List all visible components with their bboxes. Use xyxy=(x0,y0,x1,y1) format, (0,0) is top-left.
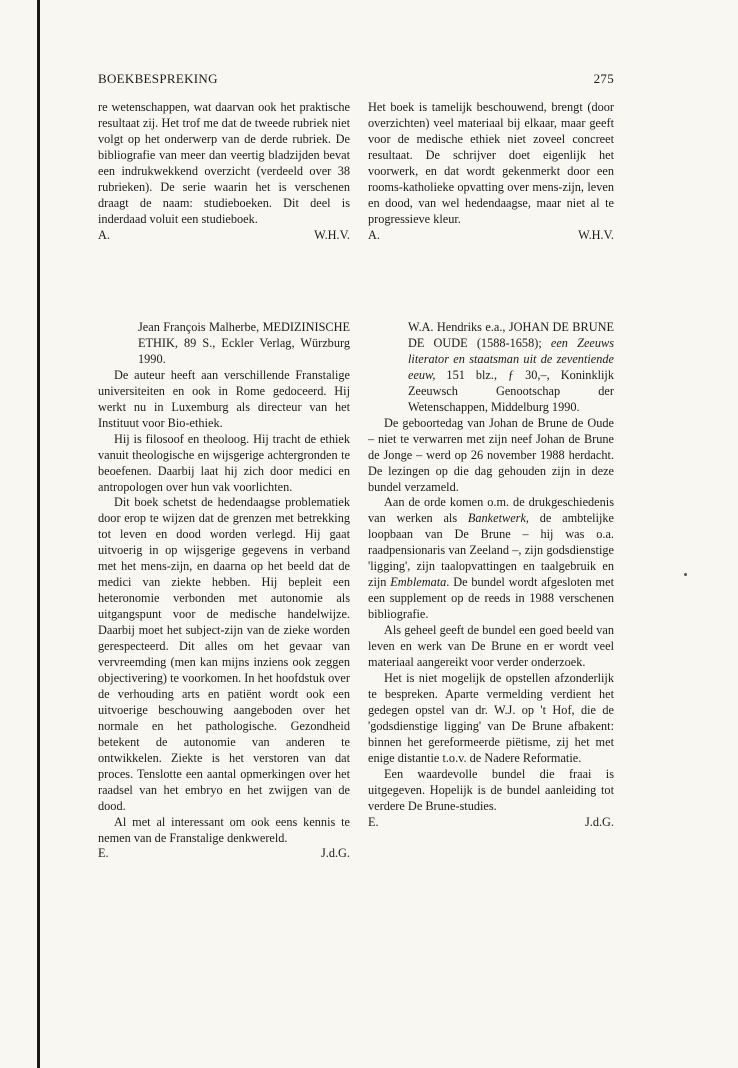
review-de-brune-paragraph-4: Het is niet mogelijk de opstellen afzonderlijk te bespreken. Aparte vermelding verdient het gedegen opstel van dr. W.J. op 't Hof, die de 'godsdienstige ligging' van De Brune afbakent: binnen het gereformeerde piëtisme, zij het met enige distantie t.o.v. de Nadere Reformatie. xyxy=(368,670,614,765)
review-de-brune-paragraph-1: De geboortedag van Johan de Brune de Oude – niet te verwarren met zijn neef Johan de Brune de Jonge – werd op 26 november 1988 herdacht. De lezingen op die dag gehouden zijn in deze bundel verzameld. xyxy=(368,415,614,494)
review1-signature xyxy=(98,228,350,244)
review-de-brune-citation xyxy=(368,320,614,416)
page-edge-shadow xyxy=(37,0,40,1068)
review-de-brune-p2-text-a: Aan de orde komen o.m. de drukgeschiedenis van werken als xyxy=(368,495,614,526)
review1-signature-name: W.H.V. xyxy=(314,227,350,242)
review-de-brune-paragraph-5: Een waardevolle bundel die fraai is uitgegeven. Hopelijk is de bundel aanleiding tot verdere De Brune-studies. xyxy=(368,766,614,813)
review-de-brune xyxy=(368,320,614,831)
review-malherbe-signature-name: J.d.G. xyxy=(320,846,350,861)
review-malherbe-paragraph-4: Al met al interessant om ook eens kennis te nemen van de Franstalige denkwereld. xyxy=(98,814,350,845)
review1-signature-initial: A. xyxy=(98,227,110,242)
section-title: BOEKBESPREKING xyxy=(98,71,218,86)
scan-speck xyxy=(684,573,687,576)
review2-continuation xyxy=(368,100,614,244)
review-de-brune-paragraph-2 xyxy=(368,495,614,623)
review2-signature-initial: A. xyxy=(368,227,380,242)
running-header xyxy=(98,71,614,89)
review-de-brune-p2-text-c: . De bundel wordt afgesloten met een supplement op de reeds in 1988 verschenen bibliografie. xyxy=(368,575,614,622)
review-de-brune-signature xyxy=(368,815,614,831)
review-malherbe-citation: Jean François Malherbe, MEDIZINISCHE ETHIK, 89 S., Eckler Verlag, Würzburg 1990. xyxy=(138,320,350,366)
review2-paragraph: Het boek is tamelijk beschouwend, brengt (door overzichten) veel materiaal bij elkaar, maar geeft voor de medische ethiek niet zoveel concreet resultaat. De schrijver doet eigenlijk het voorwerk, en dat wordt gekenmerkt door een rooms-katholieke opvatting over mens-zijn, leven en dood, van wel hedendaagse, maar niet al te progressieve kleur. xyxy=(368,100,614,226)
review-de-brune-citation-subtitle: een Zeeuws literator en staatsman uit de zeventiende eeuw, xyxy=(408,335,614,382)
review-de-brune-citation-details: 151 blz., ƒ 30,–, Koninklijk Zeeuwsch Genootschap der Wetenschappen, Middelburg 1990. xyxy=(408,367,614,414)
review1-continuation xyxy=(98,100,350,244)
review-de-brune-p2-text-b: , de ambtelijke loopbaan van De Brune – hij was o.a. raadpensionaris van Zeeland –, zijn godsdienstige 'ligging', zijn taalopvattingen en taalgebruik en zijn xyxy=(368,511,615,590)
review-malherbe-paragraph-3: Dit boek schetst de hedendaagse problematiek door erop te wijzen dat de grenzen met betrekking tot leven en dood worden verlegd. Hij gaat uitvoerig in op wijsgerige gegevens in verband met het mens-zijn, en daarna op het beeld dat de medici van ziekte hebben. Hij bepleit een heteronomie verbonden met autonomie als uitgangspunt voor de medische handelwijze. Daarbij moet het subject-zijn van de zieke worden gerespecteerd. Dit alles om het gevaar van vervreemding (men kan mijns inziens ook zeggen objectivering) te voorkomen. In het hoofdstuk over de verhouding arts en patiënt wordt ook een uitvoerige beschouwing aangeboden over het normale en het pathologische. Gezondheid betekent de autonomie van anderen te ontwikkelen. Ziekte is het verstoren van dat proces. Tenslotte een aantal opmerkingen over het raadsel van het embryo en het zwijgen van de dood. xyxy=(98,495,350,813)
review-de-brune-p2-title-emblemata: Emblemata xyxy=(390,575,447,590)
review-de-brune-signature-initial: E. xyxy=(368,814,379,829)
review-de-brune-p2-title-banketwerk: Banketwerk xyxy=(467,511,526,526)
review-de-brune-paragraph-3: Als geheel geeft de bundel een goed beeld van leven en werk van De Brune en er wordt veel materiaal aangereikt voor verder onderzoek. xyxy=(368,623,614,670)
review-malherbe-paragraph-1: De auteur heeft aan verschillende Franstalige universiteiten en ook in Rome gedoceerd. Hij werkt nu in Luxemburg als directeur van het Instituut voor Bio-ethiek. xyxy=(98,367,350,430)
review-de-brune-citation-author: W.A. Hendriks e.a., JOHAN DE BRUNE DE OUDE (1588-1658); xyxy=(408,320,614,350)
review2-signature-name: W.H.V. xyxy=(578,227,614,242)
review2-signature xyxy=(368,228,614,244)
review-malherbe xyxy=(98,320,350,862)
review-malherbe-signature-initial: E. xyxy=(98,846,109,861)
review-de-brune-signature-name: J.d.G. xyxy=(584,814,614,829)
review-malherbe-signature xyxy=(98,846,350,862)
page-number: 275 xyxy=(593,71,614,86)
review1-paragraph: re wetenschappen, wat daarvan ook het praktische resultaat zij. Het trof me dat de tweede rubriek niet volgt op het onderwerp van de derde rubriek. De bibliografie van meer dan veertig bladzijden bevat een indrukwekkend overzicht (verdeeld over 38 rubrieken). De serie waarin het is verschenen draagt de naam: studieboeken. Dit deel is inderdaad voluit een studieboek. xyxy=(98,100,350,226)
review-malherbe-paragraph-2: Hij is filosoof en theoloog. Hij tracht de ethiek vanuit theologische en wijsgerige achtergronden te beoefenen. Daarbij laat hij zich door medici en antropologen over hun vak voorlichten. xyxy=(98,431,350,494)
